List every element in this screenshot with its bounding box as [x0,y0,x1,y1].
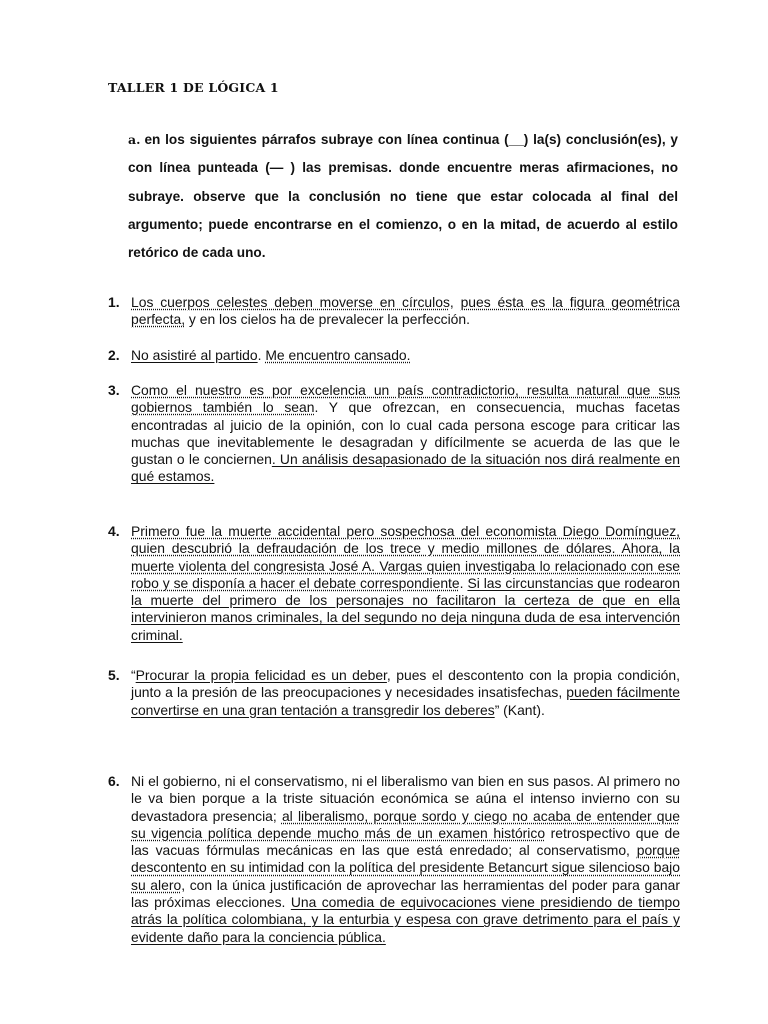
plain-text: retrospectivo que de las vacuas fórmulas mecánicas en las que está enredado; al conservatismo, [131,824,680,859]
conclusion-text: . Un análisis desapasionado de la situación nos dirá realmente en qué estamos. [131,451,680,485]
plain-text: . Y que ofrezcan, en consecuencia, muchas facetas encontradas al juicio de la opinión, con lo cual cada persona escoge para criticar las muchas que inevitablemente le desagradan y difícilmente se acuerda de las que le gustan o le conciernen [131,399,680,468]
premise-text: porque descontento en su intimidad con la política del presidente Betancurt sigue silencioso bajo su alero [131,842,680,893]
plain-text: . [459,574,468,591]
conclusion-text: Procurar la propia felicidad es un deber [135,667,387,683]
exercise-item-1 [108,294,680,329]
item-text [131,667,680,719]
exercise-item-2 [108,347,680,364]
item-number: 4. [108,523,120,539]
plain-text: , con la única justificación de aprovechar las herramientas del poder para ganar las próximas elecciones. [131,876,681,911]
item-text [131,294,680,329]
conclusion-text: Si las circunstancias que rodearon la muerte del primero de los personajes no facilitaron la certeza de que en ella intervinieron manos criminales, la del segundo no deja ninguna duda de esa intervención criminal. [131,574,680,643]
premise-text: Primero fue la muerte accidental pero sospechosa del economista Diego Domínguez, quien descubrió la defraudación de los trece y medio millones de dólares. Ahora, la muerte violenta del congresista José A. Vargas quien investigaba lo relacionado con ese robo y se disponía a hacer el debate correspondiente [131,523,680,591]
item-number: 3. [108,382,120,398]
plain-text: , [449,294,461,310]
plain-text: ” (Kant). [494,701,545,718]
conclusion-text: Una comedia de equivocaciones viene presidiendo de tiempo atrás la política colombiana, y la enturbia y espesa con grave detrimento para el país y evidente daño para la conciencia pública. [131,894,680,945]
premise-text: Como el nuestro es por excelencia un país contradictorio, resulta natural que sus gobiernos también lo sean [131,382,680,416]
conclusion-text: pueden fácilmente convertirse en una gran tentación a transgredir los deberes [131,684,680,718]
instructions-text: en los siguientes párrafos subraye con línea continua (__) la(s) conclusión(es), y con línea punteada (— ) las premisas. donde encuentre meras afirmaciones, no subraye. observe que la conclusión no tiene que estar colocada al final del argumento; puede encontrarse en el comienzo, o en la mitad, de acuerdo al estilo retórico de cada uno. [128,132,678,261]
premise-text: al liberalismo, porque sordo y ciego no acaba de entender que su vigencia política depende mucho más de un examen histórico [131,807,680,841]
instructions [128,126,678,267]
plain-text: , pues el descontento con la propia condición, junto a la presión de las preocupaciones y necesidades insatisfechas, [131,667,680,701]
item-number: 1. [108,294,120,310]
document-title: TALLER 1 DE LÓGICA 1 [108,80,279,95]
exercise-item-3 [108,382,680,486]
item-text [131,347,680,364]
premise-text: pues ésta es la figura geométrica perfecta, [131,294,680,328]
item-text [131,523,680,644]
item-text [131,382,680,486]
exercise-item-5 [108,667,680,719]
premise-text: Me encuentro cansado. [265,347,411,363]
item-text [131,773,680,946]
plain-text: y en los cielos ha de prevalecer la perfección. [185,311,470,328]
conclusion-text: No asistiré al partido [131,347,258,363]
item-number: 6. [108,773,120,789]
item-number: 2. [108,347,120,363]
instructions-letter: a. [128,132,141,147]
exercise-item-4 [108,523,680,644]
exercise-item-6 [108,773,680,946]
premise-text: Los cuerpos celestes deben moverse en círculos [131,294,450,310]
item-number: 5. [108,667,120,683]
plain-text: . [257,347,266,363]
plain-text: Ni el gobierno, ni el conservatismo, ni el liberalismo van bien en sus pasos. Al primero no le va bien porque a la triste situación económica se aúna el intenso invierno con su devastadora presencia; [131,773,680,824]
plain-text: “ [131,667,136,683]
